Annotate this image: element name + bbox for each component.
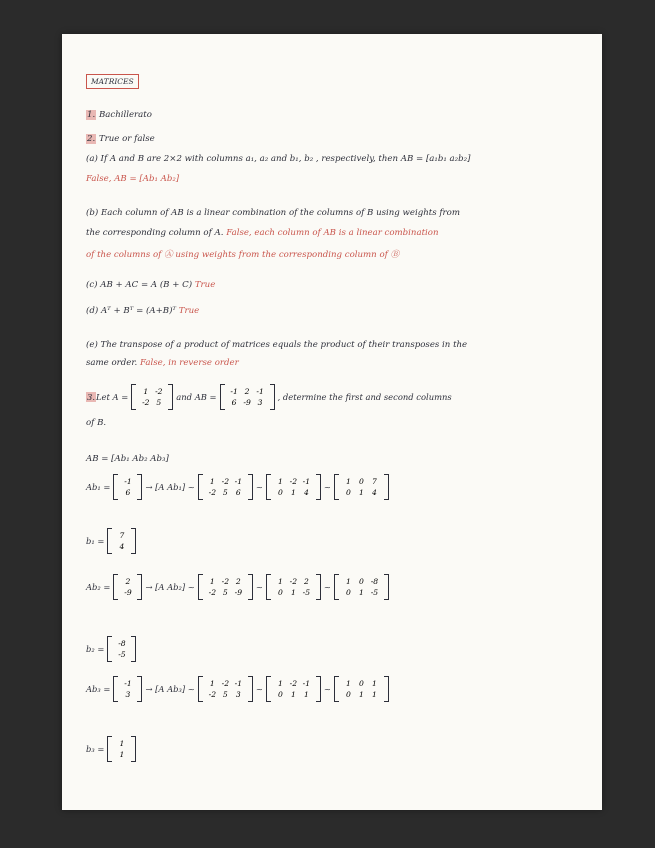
matrix-entry: 7 <box>119 531 125 540</box>
matrix-entry: 1 <box>277 477 283 486</box>
q2-line <box>86 134 155 144</box>
matrix-entries <box>339 574 384 600</box>
matrix-entry: 5 <box>222 690 228 699</box>
matrix-right-bracket <box>248 574 253 600</box>
matrix-entry: -8 <box>370 577 379 586</box>
ab1-vector <box>113 474 142 500</box>
b1-vector <box>107 528 136 554</box>
matrix-entry: 1 <box>277 577 283 586</box>
ab2-label: Ab₂ = <box>86 582 111 592</box>
matrix-entry: -1 <box>234 477 243 486</box>
b3-label: b₃ = <box>86 744 105 754</box>
ab3-step-3 <box>334 676 389 702</box>
q2e-statement-2-text: same order. <box>86 358 138 368</box>
matrix-entries <box>118 574 137 600</box>
matrix-entry: 1 <box>290 690 296 699</box>
q2-number: 2. <box>87 134 96 144</box>
matrix-entry: 1 <box>345 577 351 586</box>
q2b-answer-2: of the columns of Ⓐ using weights from the corresponding column of Ⓑ <box>86 250 400 260</box>
matrix-entry: 0 <box>358 477 364 486</box>
matrix-right-bracket <box>131 636 136 662</box>
matrix-entry: 4 <box>303 488 309 497</box>
q2b-statement-1: (b) Each column of AB is a linear combination of the columns of B using weights from <box>86 208 460 218</box>
matrix-entry: 2 <box>235 577 241 586</box>
ab1-step-1 <box>198 474 253 500</box>
matrix-entry: -2 <box>289 577 298 586</box>
matrix-entry: -1 <box>256 387 264 396</box>
q3-and-label: and AB = <box>176 392 217 402</box>
matrix-entry: -9 <box>124 588 132 597</box>
ab2-step-2 <box>266 574 321 600</box>
matrix-entry: 6 <box>235 488 241 497</box>
matrix-entry: 5 <box>222 488 228 497</box>
ab2-vector <box>113 574 142 600</box>
matrix-right-bracket <box>384 676 389 702</box>
matrix-entries <box>271 474 316 500</box>
q2a-statement: (a) If A and B are 2×2 with columns a₁, a₂ and b₁, b₂ , respectively, then AB = [a₁b₁ a₂b₂] <box>86 154 471 164</box>
matrix-entries <box>225 384 270 410</box>
ab3-augment-label: → [A Ab₃] ~ <box>145 684 195 694</box>
matrix-right-bracket <box>248 676 253 702</box>
ab-columns-line: AB = [Ab₁ Ab₂ Ab₃] <box>86 454 169 464</box>
matrix-entry: 1 <box>209 577 215 586</box>
matrix-entry: -1 <box>302 477 311 486</box>
b3-vector <box>107 736 136 762</box>
matrix-entry: 1 <box>358 488 364 497</box>
matrix-entry: 0 <box>277 690 283 699</box>
matrix-entry: 5 <box>156 398 162 407</box>
matrix-entry: 1 <box>119 739 125 748</box>
q2c-answer: True <box>194 280 216 290</box>
matrix-entry: -1 <box>302 679 311 688</box>
q2b-statement-2 <box>86 228 439 238</box>
q2d-line <box>86 306 199 316</box>
matrix-entries <box>271 676 316 702</box>
matrix-entry: 1 <box>290 588 296 597</box>
matrix-entry: 2 <box>303 577 309 586</box>
matrix-right-bracket <box>384 474 389 500</box>
matrix-entry: 0 <box>345 588 351 597</box>
matrix-right-bracket <box>131 528 136 554</box>
matrix-entry: -1 <box>234 679 243 688</box>
ab1-label: Ab₁ = <box>86 482 111 492</box>
matrix-entry: 3 <box>257 398 263 407</box>
q2c-statement: (c) AB + AC = A (B + C) <box>86 280 193 290</box>
matrix-right-bracket <box>248 474 253 500</box>
matrix-entry: -1 <box>230 387 238 396</box>
matrix-entry: 4 <box>371 488 377 497</box>
matrix-right-bracket <box>384 574 389 600</box>
matrix-right-bracket <box>137 676 142 702</box>
matrix-entry: -1 <box>124 679 132 688</box>
matrix-entry: 1 <box>290 488 296 497</box>
tilde-2a: ~ <box>255 582 263 592</box>
matrix-entry: 3 <box>125 690 131 699</box>
q1-line <box>86 110 152 120</box>
matrix-entry: -2 <box>208 690 217 699</box>
ab1-step-3 <box>334 474 389 500</box>
matrix-entries <box>203 574 248 600</box>
ab3-vector <box>113 676 142 702</box>
matrix-entry: -5 <box>302 588 311 597</box>
matrix-entry: 1 <box>143 387 149 396</box>
ab3-step-2 <box>266 676 321 702</box>
matrix-entry: 0 <box>358 577 364 586</box>
matrix-entry: -9 <box>243 398 251 407</box>
matrix-entry: 1 <box>119 750 125 759</box>
matrix-right-bracket <box>137 574 142 600</box>
ab2-step-1 <box>198 574 253 600</box>
matrix-entry: 6 <box>231 398 237 407</box>
matrix-entry: 6 <box>125 488 131 497</box>
q2b-answer-1: False, each column of AB is a linear combination <box>226 228 439 238</box>
matrix-right-bracket <box>316 574 321 600</box>
q2d-statement: (d) Aᵀ + Bᵀ = (A+B)ᵀ <box>86 306 177 316</box>
matrix-entries <box>339 676 384 702</box>
tilde-1a: ~ <box>255 482 263 492</box>
ab1-row <box>86 474 392 500</box>
matrix-entries <box>271 574 316 600</box>
matrix-entry: 1 <box>371 679 377 688</box>
matrix-right-bracket <box>168 384 173 410</box>
matrix-entry: 0 <box>277 588 283 597</box>
matrix-entry: 1 <box>209 679 215 688</box>
matrix-entry: 1 <box>345 679 351 688</box>
matrix-entry: -1 <box>124 477 132 486</box>
matrix-entry: -5 <box>370 588 379 597</box>
q3-number: 3. <box>87 392 95 402</box>
matrix-entries <box>136 384 168 410</box>
tilde-3a: ~ <box>255 684 263 694</box>
matrix-entry: -9 <box>234 588 243 597</box>
matrix-entry: 2 <box>244 387 250 396</box>
matrix-entries <box>203 676 248 702</box>
page-title: MATRICES <box>86 74 139 89</box>
matrix-entries <box>118 676 137 702</box>
matrix-ab <box>220 384 275 410</box>
q2d-answer: True <box>178 306 200 316</box>
ab2-step-3 <box>334 574 389 600</box>
q2b-statement-2-text: the corresponding column of A. <box>86 228 224 238</box>
matrix-entry: -2 <box>142 398 150 407</box>
matrix-entries <box>112 528 131 554</box>
matrix-entry: 1 <box>358 588 364 597</box>
matrix-entry: 7 <box>371 477 377 486</box>
q3-tail: , determine the first and second columns <box>277 392 452 402</box>
q3-tail-2: of B. <box>86 418 107 428</box>
ab2-row <box>86 574 392 600</box>
q1-text: Bachillerato <box>98 110 152 120</box>
matrix-entry: 3 <box>235 690 241 699</box>
matrix-entry: 1 <box>209 477 215 486</box>
ab3-label: Ab₃ = <box>86 684 111 694</box>
matrix-entry: 1 <box>345 477 351 486</box>
matrix-entry: 1 <box>277 679 283 688</box>
matrix-right-bracket <box>316 676 321 702</box>
matrix-entry: -2 <box>208 588 217 597</box>
matrix-entry: 0 <box>345 690 351 699</box>
q2e-answer: False, in reverse order <box>140 358 239 368</box>
matrix-entry: 1 <box>371 690 377 699</box>
b2-vector <box>107 636 136 662</box>
q3-let-label: Let A = <box>96 392 129 402</box>
q2e-statement-1: (e) The transpose of a product of matrices equals the product of their transposes in the <box>86 340 468 350</box>
b2-row <box>86 636 139 662</box>
matrix-entry: -2 <box>221 577 230 586</box>
matrix-entry: -2 <box>155 387 163 396</box>
matrix-entry: -2 <box>208 488 217 497</box>
matrix-entries <box>339 474 384 500</box>
b2-label: b₂ = <box>86 644 105 654</box>
q1-number: 1. <box>87 110 96 120</box>
ab1-step-2 <box>266 474 321 500</box>
ab3-row <box>86 676 392 702</box>
matrix-right-bracket <box>316 474 321 500</box>
matrix-entries <box>203 474 248 500</box>
q2-text: True or false <box>98 134 155 144</box>
matrix-entries <box>112 636 131 662</box>
ab2-augment-label: → [A Ab₂] ~ <box>145 582 195 592</box>
q2e-statement-2 <box>86 358 239 368</box>
matrix-entry: 4 <box>119 542 125 551</box>
matrix-entry: 5 <box>222 588 228 597</box>
matrix-a <box>131 384 173 410</box>
matrix-entry: -2 <box>221 477 230 486</box>
matrix-entry: -2 <box>289 679 298 688</box>
matrix-entries <box>112 736 131 762</box>
tilde-3b: ~ <box>323 684 331 694</box>
matrix-entry: 1 <box>303 690 309 699</box>
matrix-entry: -2 <box>221 679 230 688</box>
ab3-step-1 <box>198 676 253 702</box>
ab1-augment-label: → [A Ab₁] ~ <box>145 482 195 492</box>
q2a-answer: False, AB = [Ab₁ Ab₂] <box>86 174 180 184</box>
tilde-2b: ~ <box>323 582 331 592</box>
matrix-entry: 0 <box>358 679 364 688</box>
matrix-right-bracket <box>270 384 275 410</box>
b1-row <box>86 528 139 554</box>
notebook-page <box>62 34 602 810</box>
matrix-right-bracket <box>131 736 136 762</box>
matrix-entry: -8 <box>118 639 126 648</box>
matrix-entry: 1 <box>358 690 364 699</box>
matrix-entries <box>118 474 137 500</box>
b1-label: b₁ = <box>86 536 105 546</box>
matrix-entry: 2 <box>125 577 131 586</box>
q3-statement-row <box>86 384 452 410</box>
matrix-entry: -2 <box>289 477 298 486</box>
matrix-entry: 0 <box>277 488 283 497</box>
q2c-line <box>86 280 215 290</box>
matrix-entry: -5 <box>118 650 126 659</box>
matrix-right-bracket <box>137 474 142 500</box>
tilde-1b: ~ <box>323 482 331 492</box>
matrix-entry: 0 <box>345 488 351 497</box>
b3-row <box>86 736 139 762</box>
